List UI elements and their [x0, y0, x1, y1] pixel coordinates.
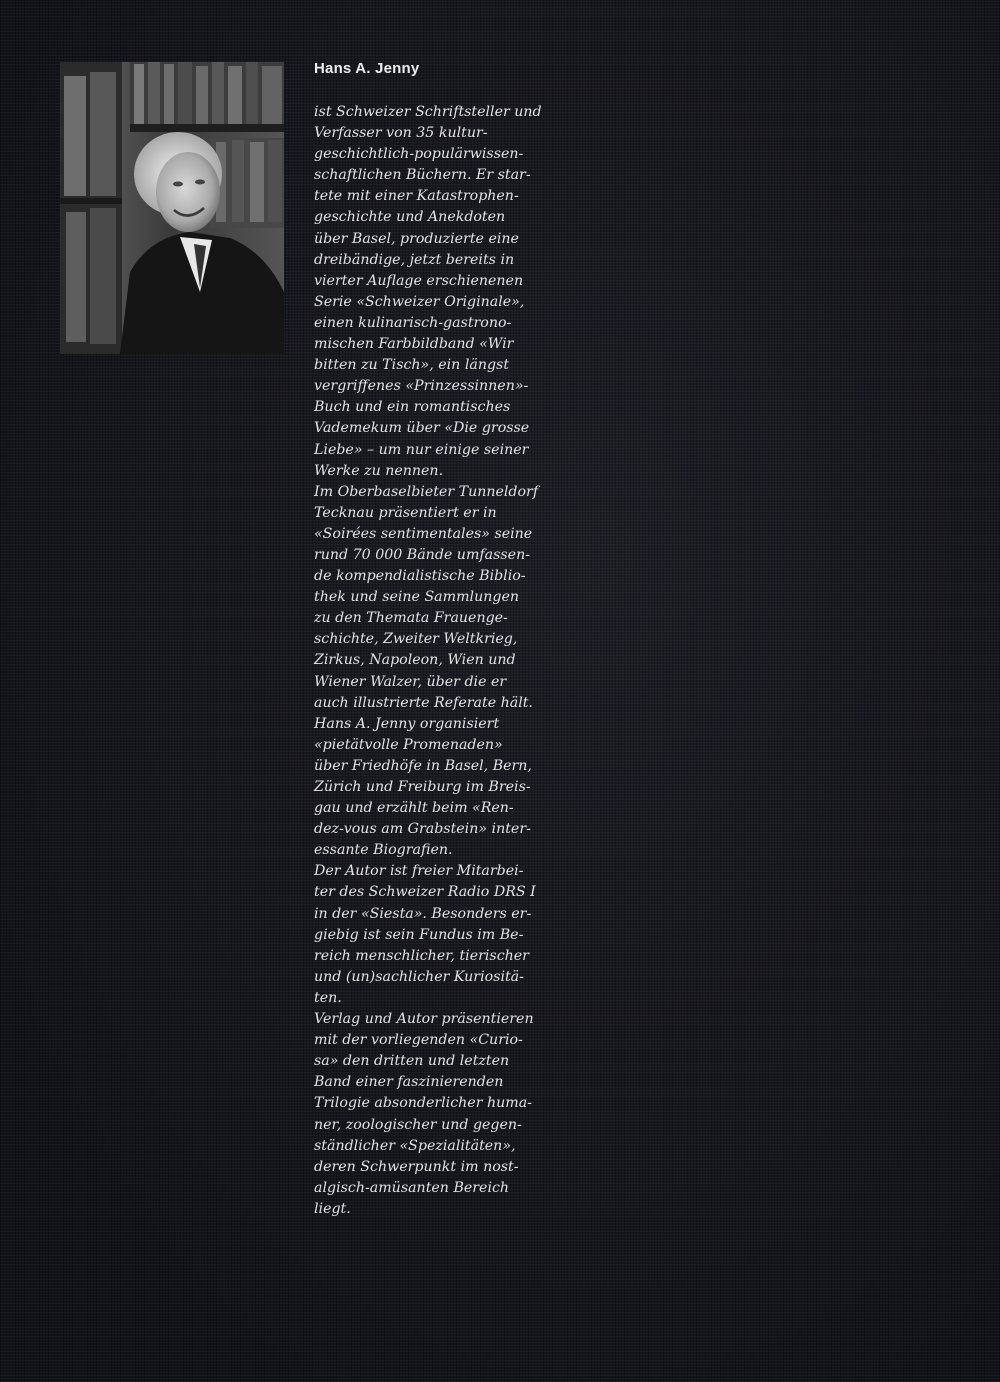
bio-line: Der Autor ist freier Mitarbei-: [314, 863, 524, 880]
bio-line: Liebe» – um nur einige seiner: [314, 441, 529, 458]
bio-line: Zirkus, Napoleon, Wien und: [314, 652, 516, 669]
bio-line: de kompendialistische Biblio-: [314, 568, 526, 585]
bio-line: Tecknau präsentiert er in: [314, 504, 497, 521]
bio-line: bitten zu Tisch», ein längst: [314, 357, 510, 374]
bio-line: schaftlichen Büchern. Er star-: [314, 167, 531, 184]
bio-line: Verlag und Autor präsentieren: [314, 1011, 534, 1028]
bio-line: algisch-amüsanten Bereich: [314, 1179, 510, 1196]
bio-line: Wiener Walzer, über die er: [314, 673, 507, 690]
bio-line: Buch und ein romantisches: [314, 399, 511, 416]
author-biography: [314, 102, 614, 1220]
bio-line: deren Schwerpunkt im nost-: [314, 1158, 519, 1175]
bio-line: ten.: [314, 989, 342, 1006]
bio-line: dreibändige, jetzt bereits in: [314, 251, 515, 268]
author-photo: [60, 62, 284, 354]
bio-line: und (un)sachlicher Kuriositä-: [314, 968, 524, 985]
bio-line: liegt.: [314, 1200, 351, 1217]
author-portrait-photo: [60, 62, 284, 354]
bio-line: Vademekum über «Die grosse: [314, 420, 530, 437]
bio-line: ter des Schweizer Radio DRS I: [314, 884, 536, 901]
bio-line: dez-vous am Grabstein» inter-: [314, 821, 531, 838]
bio-line: Serie «Schweizer Originale»,: [314, 293, 525, 310]
bio-line: auch illustrierte Referate hält.: [314, 694, 533, 711]
bio-line: ist Schweizer Schriftsteller und: [314, 104, 542, 120]
bio-line: giebig ist sein Fundus im Be-: [314, 926, 524, 943]
bio-line: Verfasser von 35 kultur-: [314, 125, 488, 142]
bio-line: reich menschlicher, tierischer: [314, 947, 529, 964]
author-name-heading: Hans A. Jenny: [314, 60, 420, 77]
bio-line: geschichtlich-populärwissen-: [314, 146, 524, 163]
bio-line: Im Oberbaselbieter Tunneldorf: [314, 483, 539, 500]
bio-line: mit der vorliegenden «Curio-: [314, 1032, 523, 1049]
bio-line: Trilogie absonderlicher huma-: [314, 1095, 532, 1112]
bio-line: über Friedhöfe in Basel, Bern,: [314, 757, 532, 774]
bio-line: sa» den dritten und letzten: [314, 1053, 510, 1070]
bio-line: zu den Themata Frauenge-: [314, 610, 508, 627]
bio-line: ner, zoologischer und gegen-: [314, 1116, 522, 1133]
bio-line: tete mit einer Katastrophen-: [314, 188, 519, 205]
bio-line: Werke zu nennen.: [314, 462, 444, 479]
bio-line: vierter Auflage erschienenen: [314, 272, 524, 289]
bio-line: über Basel, produzierte eine: [314, 230, 519, 247]
bio-line: essante Biografien.: [314, 842, 453, 859]
bio-line: «pietätvolle Promenaden»: [314, 736, 503, 753]
bio-line: schichte, Zweiter Weltkrieg,: [314, 631, 518, 648]
bio-line: geschichte und Anekdoten: [314, 209, 506, 226]
bio-line: Hans A. Jenny organisiert: [314, 715, 500, 732]
bio-line: thek und seine Sammlungen: [314, 589, 519, 606]
bio-line: «Soirées sentimentales» seine: [314, 525, 533, 542]
bio-line: Band einer faszinierenden: [314, 1074, 504, 1091]
bio-line: einen kulinarisch-gastrono-: [314, 314, 512, 331]
bio-line: mischen Farbbildband «Wir: [314, 336, 514, 353]
bio-line: ständlicher «Spezialitäten»,: [314, 1137, 516, 1154]
bio-line: rund 70 000 Bände umfassen-: [314, 546, 530, 563]
bio-line: gau und erzählt beim «Ren-: [314, 800, 514, 817]
bio-line: in der «Siesta». Besonders er-: [314, 905, 532, 922]
bio-line: vergriffenes «Prinzessinnen»-: [314, 378, 529, 395]
bio-line: Zürich und Freiburg im Breis-: [314, 779, 531, 795]
